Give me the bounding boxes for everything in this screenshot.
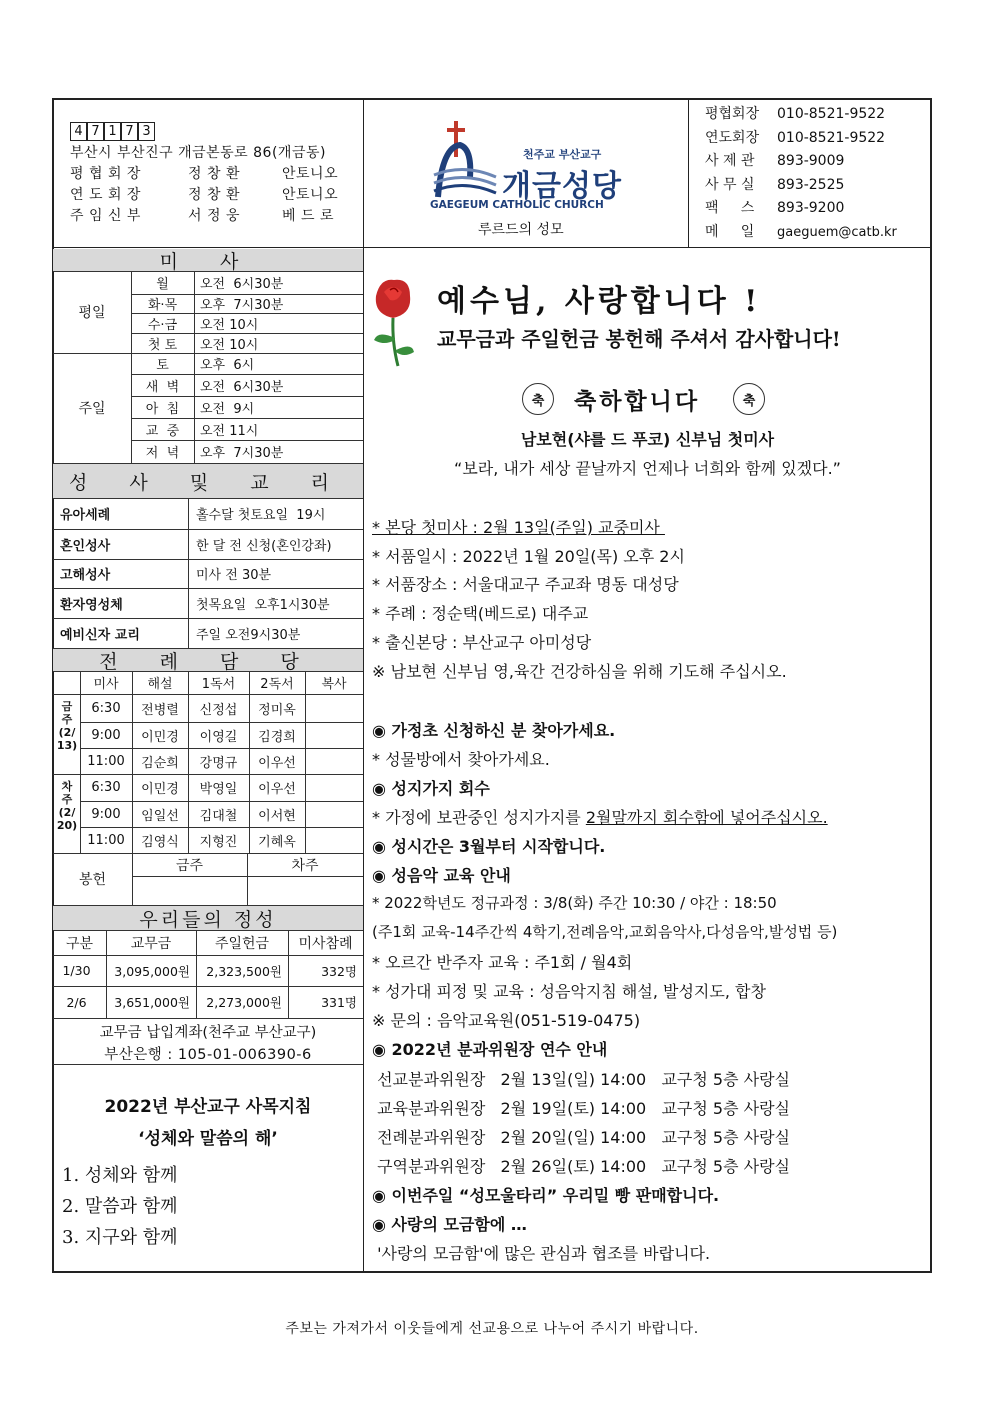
contribution-cell: 332명 [321, 963, 357, 979]
liturgy-section-title: 전 례 담 당 [53, 649, 363, 671]
contact-row: 평협회장 010-8521-9522 [705, 106, 886, 122]
sacrament-label: 유아세례 [60, 508, 111, 523]
rose-icon [368, 268, 418, 368]
pastoral-item: 3. 지구와 함께 [62, 1227, 178, 1248]
sacrament-label: 예비신자 교리 [60, 627, 140, 643]
postal-digit: 1 [104, 122, 121, 141]
parish-name: 개금성당 [502, 169, 622, 204]
contact-list [705, 103, 897, 244]
liturgy-cell: 이민경 [141, 782, 179, 797]
detail-line: * 본당 첫미사 : 2월 13일(주일) 교중미사 [372, 518, 665, 537]
postal-digit: 7 [87, 122, 104, 141]
pastoral-subtitle: ‘성체와 말씀의 해’ [138, 1129, 278, 1149]
contribution-cell: 3,651,000원 [114, 995, 190, 1010]
notice-line: ◉ 2022년 분과위원장 연수 안내 [372, 1040, 608, 1059]
liturgy-cell: 이우선 [258, 755, 296, 771]
contribution-cell: 2,273,000원 [206, 995, 282, 1010]
contribution-header: 미사참례 [298, 935, 353, 952]
liturgy-cell [305, 801, 363, 827]
liturgy-cell [305, 774, 363, 801]
sacrament-label: 혼인성사 [60, 538, 111, 554]
liturgy-cell: 지형진 [199, 834, 238, 850]
notice-line: 선교분과위원장 2월 13일(일) 14:00 교구청 5층 사랑실 [372, 1070, 791, 1089]
liturgy-cell: 11:00 [87, 832, 125, 848]
parish-english-name: GAEGEUM CATHOLIC CHURCH [430, 199, 604, 211]
postal-digit: 4 [70, 122, 87, 141]
liturgy-cell: 이서현 [258, 808, 296, 824]
contribution-cell: 2,323,500원 [206, 963, 282, 979]
footer-note: 주보는 가져가서 이웃들에게 선교용으로 나누어 주시기 바랍니다. [285, 1321, 699, 1337]
church-logo-icon [428, 117, 498, 207]
contribution-header: 주일헌금 [214, 935, 270, 952]
thanks-message: 교무금과 주일헌금 봉헌해 주셔서 감사합니다! [437, 327, 841, 351]
address: 부산시 부산진구 개금본동로 86(개금동) [70, 145, 326, 161]
sacrament-value: 한 달 전 신청(혼인강좌) [196, 538, 332, 554]
sacrament-value: 미사 전 30분 [196, 568, 272, 583]
offering-this-week: 금주 [175, 857, 204, 874]
notice-line: ◉ 성음악 교육 안내 [372, 866, 511, 885]
liturgy-cell: 6:30 [91, 700, 121, 716]
postal-digit: 7 [121, 122, 138, 141]
liturgy-header: 해설 [147, 677, 173, 692]
liturgy-header: 복사 [321, 677, 347, 692]
liturgy-cell: 김영식 [141, 834, 179, 850]
contact-row: 팩 스 893-9200 [705, 200, 845, 216]
celebrate-title: 축하합니다 [574, 389, 701, 415]
mass-day: 토 [156, 358, 169, 373]
liturgy-cell [305, 748, 363, 774]
liturgy-cell: 이영길 [199, 729, 238, 745]
pastoral-item: 1. 성체와 함께 [62, 1165, 178, 1186]
notice-line: ◉ 성시간은 3월부터 시작합니다. [372, 837, 606, 856]
pastoral-title: 2022년 부산교구 사목지침 [104, 1097, 312, 1117]
contact-row: 사 제 관 893-9009 [705, 153, 845, 169]
headline: 예수님, 사랑합니다 ! [437, 284, 762, 319]
notice-line: * 가정에 보관중인 성지가지를 2월말까지 회수함에 넣어주십시오. [372, 808, 828, 827]
offering-label: 봉헌 [78, 872, 107, 888]
liturgy-cell: 강명규 [199, 755, 238, 771]
mass-day: 교 중 [145, 423, 180, 439]
contribution-cell: 1/30 [62, 963, 91, 978]
contact-row: 메 일 gaeguem@catb.kr [705, 223, 897, 240]
notice-line: * 오르간 반주자 교육 : 주1회 / 월4회 [372, 953, 633, 972]
notice-line: ◉ 가정초 신청하신 분 찾아가세요. [372, 721, 616, 740]
liturgy-cell: 9:00 [91, 806, 121, 822]
mass-day: 저 녁 [145, 446, 180, 461]
sacrament-value: 첫목요일 오후1시30분 [196, 597, 330, 613]
first-mass-title: 남보현(샤를 드 푸코) 신부님 첫미사 [520, 430, 775, 449]
notice-line: ※ 문의 : 음악교육원(051-519-0475) [372, 1011, 641, 1030]
patron-label: 루르드의 성모 [478, 222, 564, 238]
notice-line: * 성물방에서 찾아가세요. [372, 750, 550, 769]
detail-line: * 주례 : 정순택(베드로) 대주교 [372, 604, 589, 623]
contribution-header: 교무금 [130, 935, 172, 952]
notice-line: 교육분과위원장 2월 19일(토) 14:00 교구청 5층 사랑실 [372, 1099, 791, 1118]
weekday-label: 평일 [78, 305, 106, 321]
contribution-header: 구분 [65, 935, 94, 952]
offering-next-week: 차주 [291, 857, 319, 874]
liturgy-group-label: 차 주 (2/ 20) [56, 780, 78, 832]
liturgy-cell [305, 694, 363, 722]
mass-day: 화·목 [147, 298, 178, 313]
pastoral-list [62, 1160, 178, 1253]
detail-line: * 서품장소 : 서울대교구 주교좌 명동 대성당 [372, 575, 679, 594]
header-divider-right [688, 99, 689, 248]
contact-row: 연도회장 010-8521-9522 [705, 129, 886, 146]
detail-line: ※ 남보현 신부님 영,육간 건강하심을 위해 기도해 주십시오. [372, 662, 787, 681]
mass-section-title: 미 사 [53, 249, 363, 271]
mass-day: 새 벽 [145, 379, 180, 395]
liturgy-header: 미사 [93, 677, 119, 692]
mass-time: 오전 9시 [200, 401, 255, 417]
mass-time: 오후 7시30분 [200, 446, 284, 461]
liturgy-cell: 전병렬 [141, 702, 179, 718]
sacrament-value: 주일 오전9시30분 [196, 627, 301, 643]
header-divider-left [363, 99, 364, 248]
contribution-cell: 2/6 [66, 994, 87, 1010]
liturgy-cell [305, 722, 363, 748]
liturgy-cell: 신정섭 [199, 702, 238, 718]
liturgy-cell: 김순희 [141, 755, 179, 771]
liturgy-cell: 박영일 [199, 782, 238, 797]
pastoral-item: 2. 말씀과 함께 [62, 1196, 178, 1217]
mass-time: 오후 6시 [200, 358, 255, 373]
column-divider [363, 248, 364, 1272]
notice-line: '사랑의 모금함'에 많은 관심과 협조를 바랍니다. [372, 1244, 711, 1263]
contributions-section-title: 우리들의 정성 [53, 906, 363, 930]
mass-day: 수·금 [147, 317, 178, 333]
mass-time: 오전 6시30분 [200, 379, 284, 395]
detail-line: * 출신본당 : 부산교구 아미성당 [372, 633, 592, 652]
liturgy-header: 2독서 [260, 677, 294, 692]
liturgy-cell: 9:00 [91, 727, 121, 743]
liturgy-cell: 이우선 [258, 782, 296, 797]
liturgy-cell: 김대철 [199, 808, 238, 824]
mass-day: 첫 토 [147, 337, 178, 353]
mass-time: 오후 7시30분 [200, 298, 284, 313]
notice-line: * 2022학년도 정규과정 : 3/8(화) 주간 10:30 / 야간 : 18:50 [372, 894, 777, 912]
mass-time: 오전 10시 [200, 317, 259, 333]
account-title: 교무금 납입계좌(천주교 부산교구) [99, 1025, 317, 1041]
parish-info [70, 143, 338, 227]
mass-day: 아 침 [145, 401, 180, 417]
liturgy-cell: 이민경 [141, 729, 179, 745]
notice-line: * 성가대 피정 및 교육 : 성음악지침 해설, 발성지도, 합창 [372, 982, 766, 1001]
mass-time: 오전 6시30분 [200, 277, 284, 292]
officer-row: 주 임 신 부 서 정 웅 베 드 로 [70, 208, 334, 224]
notice-line: ◉ 사랑의 모금함에 … [372, 1215, 527, 1234]
contribution-cell: 3,095,000원 [114, 963, 190, 979]
liturgy-cell [305, 827, 363, 853]
detail-line: * 서품일시 : 2022년 1월 20일(목) 오후 2시 [372, 547, 685, 566]
liturgy-group-label: 금 주 (2/ 13) [56, 700, 78, 752]
sacrament-label: 환자영성체 [60, 597, 123, 613]
contact-row: 사 무 실 893-2525 [705, 176, 845, 193]
postal-code [70, 122, 155, 141]
sunday-label: 주일 [78, 401, 106, 417]
diocese-label: 천주교 부산교구 [523, 148, 602, 161]
account-number: 부산은행 : 105-01-006390-6 [104, 1047, 312, 1063]
mass-time: 오전 11시 [200, 423, 259, 439]
liturgy-cell: 김경희 [258, 729, 296, 745]
notice-line: 구역분과위원장 2월 26일(토) 14:00 교구청 5층 사랑실 [372, 1157, 791, 1176]
mass-time: 오전 10시 [200, 337, 259, 353]
mass-day: 월 [156, 277, 169, 292]
liturgy-cell: 기혜옥 [258, 834, 296, 850]
sacraments-section-title: 성 사 및 교 리 [53, 464, 363, 498]
contribution-cell: 331명 [321, 995, 357, 1010]
officer-row: 연 도 회 장 정 창 환 안토니오 [70, 187, 339, 203]
liturgy-cell: 6:30 [91, 780, 121, 795]
quote: “보라, 내가 세상 끝날까지 언제나 너희와 함께 있겠다.” [454, 459, 841, 478]
officer-row: 평 협 회 장 정 창 환 안토니오 [70, 166, 339, 182]
sacrament-value: 홀수달 첫토요일 19시 [196, 508, 326, 523]
notice-line: ◉ 성지가지 회수 [372, 779, 490, 798]
liturgy-cell: 임일선 [141, 808, 179, 824]
notice-line: 전례분과위원장 2월 20일(일) 14:00 교구청 5층 사랑실 [372, 1128, 791, 1147]
celebrate-badge-icon: 축 [522, 383, 554, 415]
postal-digit: 3 [138, 122, 155, 141]
celebrate-badge-icon: 축 [733, 383, 765, 415]
liturgy-cell: 11:00 [87, 753, 125, 769]
sacrament-label: 고해성사 [60, 568, 111, 583]
notice-line: ◉ 이번주일 “성모울타리” 우리밀 빵 판매합니다. [372, 1186, 720, 1205]
liturgy-header: 1독서 [201, 677, 236, 692]
notice-line: (주1회 교육-14주간씩 4학기,전례음악,교회음악사,다성음악,발성법 등) [372, 923, 838, 941]
liturgy-cell: 정미옥 [258, 702, 296, 718]
